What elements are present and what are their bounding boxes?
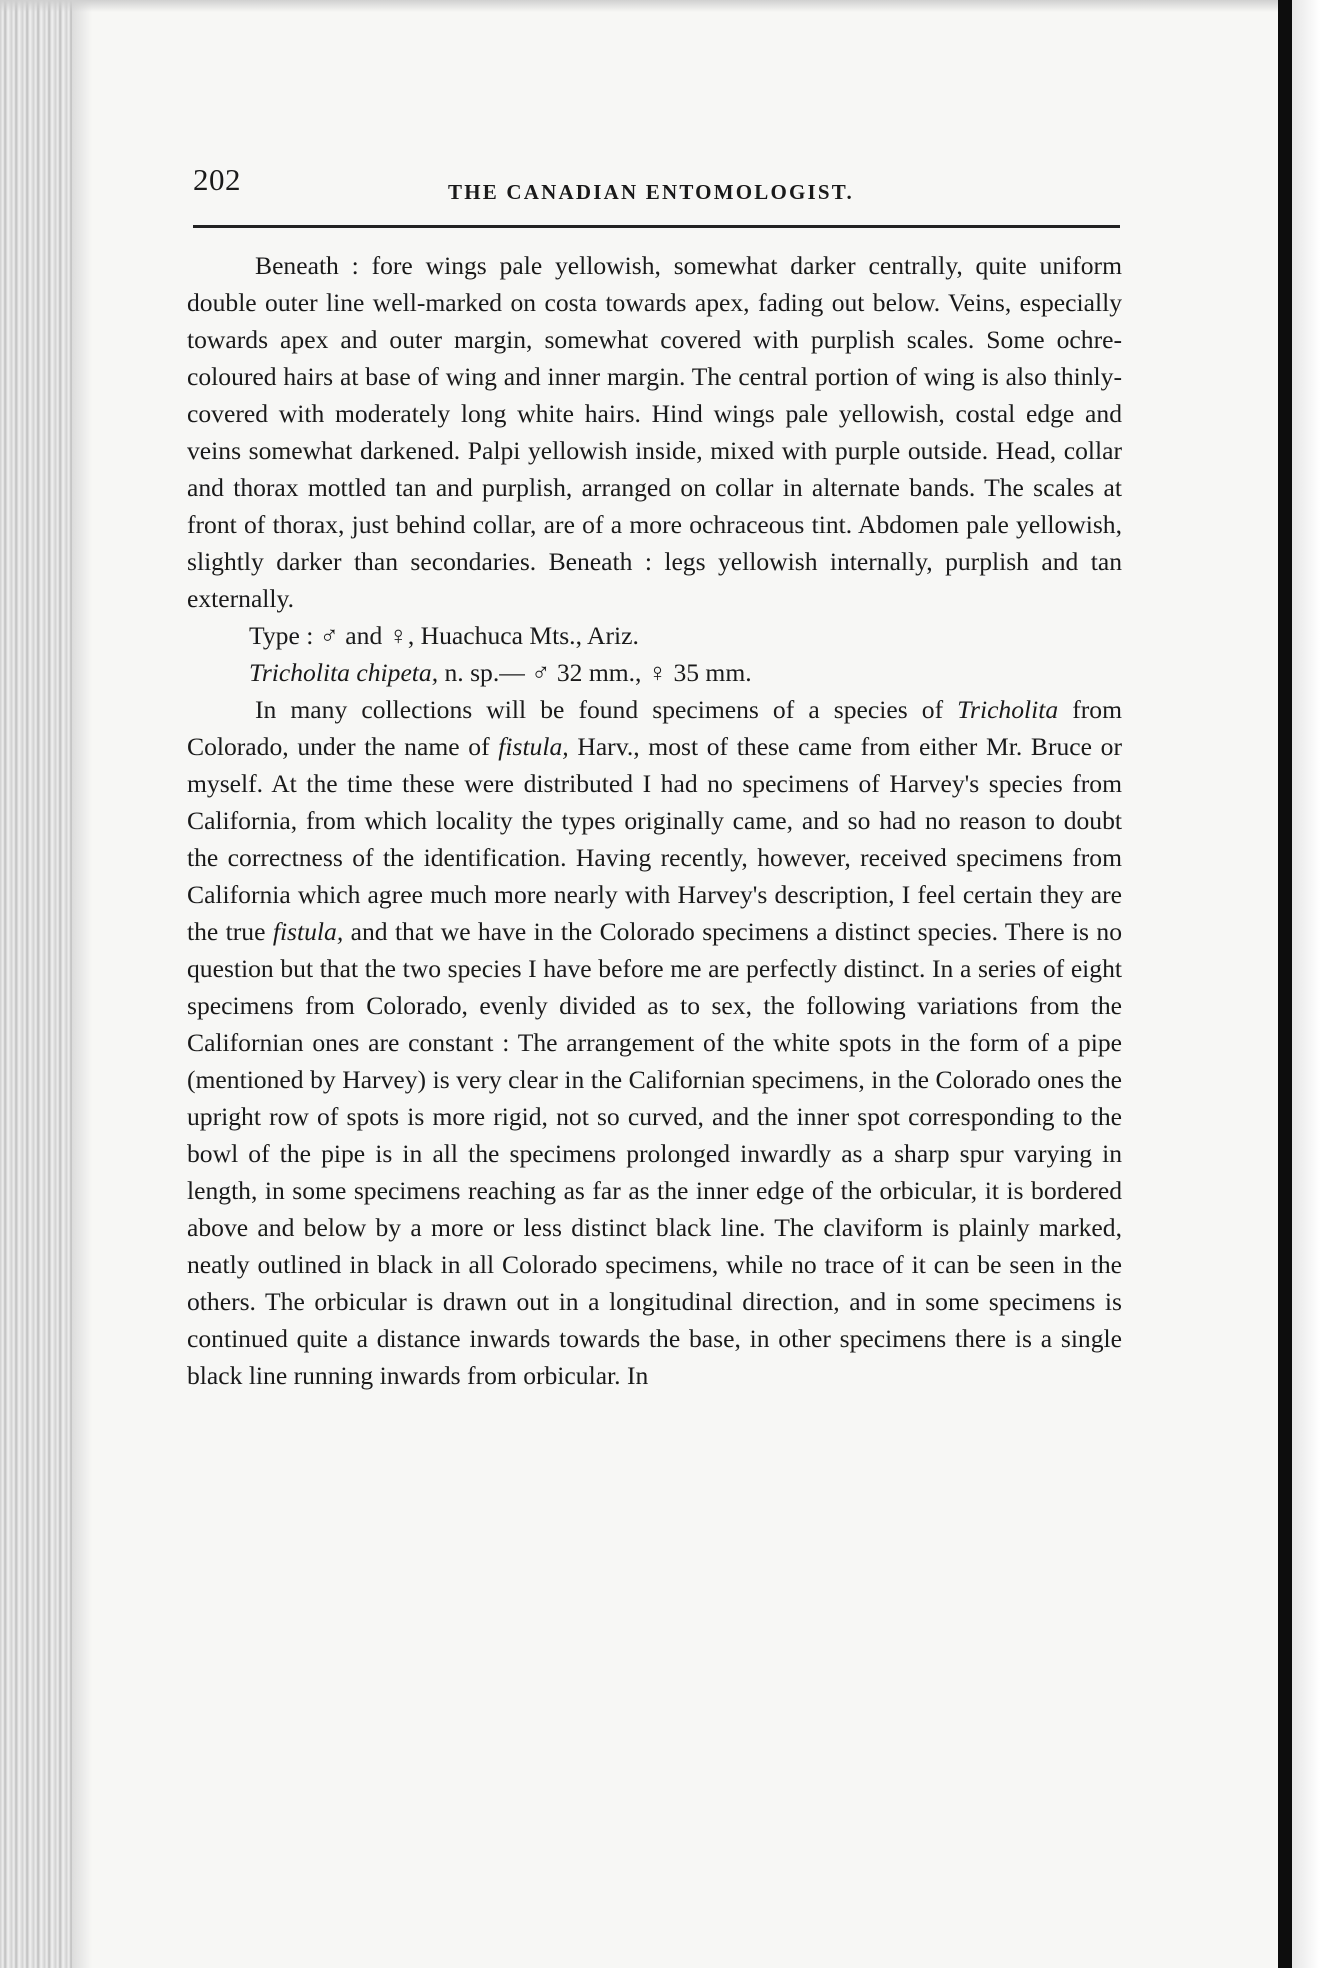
discussion-text-c: Harv., most of these came from either Mr. Bruce or myself. At the time these were distributed I had no specimens of Harvey's species from California, from which locality the types originally came, and so had no reason to doubt the correctness of the identification. Having recently, however, received specimens from California which agree much more nearly with Harvey's description, I feel certain they are the true <box>187 732 1122 946</box>
next-page-edge <box>1292 0 1320 1968</box>
species-heading <box>187 654 1122 691</box>
page-header <box>193 160 1113 210</box>
paragraph-description: Beneath : fore wings pale yellowish, somewhat darker centrally, quite uniform double outer line well-marked on costa towards apex, fading out below. Veins, especially towards apex and outer margin, somewhat covered with purplish scales. Some ochre-coloured hairs at base of wing and inner margin. The central portion of wing is also thinly-covered with moderately long white hairs. Hind wings pale yellowish, costal edge and veins somewhat darkened. Palpi yellowish inside, mixed with purple outside. Head, collar and thorax mottled tan and purplish, arranged on collar in alternate bands. The scales at front of thorax, just behind collar, are of a more ochraceous tint. Abdomen pale yellowish, slightly darker than secondaries. Beneath : legs yellowish internally, purplish and tan externally. <box>187 251 1122 613</box>
running-title: THE CANADIAN ENTOMOLOGIST. <box>448 180 854 204</box>
body-text <box>187 247 1122 1394</box>
species-fistula: fistula, <box>498 732 569 761</box>
header-rule <box>193 225 1120 228</box>
species-fistula-second: fistula, <box>272 917 344 946</box>
species-measurements: n. sp.— ♂ 32 mm., ♀ 35 mm. <box>438 658 752 687</box>
discussion-text-b: from Colorado, under the name of <box>187 695 1122 761</box>
discussion-text-a: In many collections will be found specimens of a species of <box>255 695 958 724</box>
page-number: 202 <box>193 162 241 197</box>
species-name: Tricholita chipeta, <box>249 658 439 687</box>
top-shadow <box>0 0 1292 12</box>
genus-name: Tricholita <box>957 695 1059 724</box>
type-locality-line: Type : ♂ and ♀, Huachuca Mts., Ariz. <box>249 621 639 650</box>
binding-shadow <box>72 0 92 1968</box>
page-edge-border <box>1278 0 1292 1968</box>
paragraph-discussion <box>187 691 1122 1394</box>
page-binding <box>0 0 72 1968</box>
discussion-text-d: and that we have in the Colorado specimens a distinct species. There is no question but that the two species I have before me are perfectly distinct. In a series of eight specimens from Colorado, evenly divided as to sex, the following variations from the Californian ones are constant : The arrangement of the white spots in the form of a pipe (mentioned by Harvey) is very clear in the Californian specimens, in the Colorado ones the upright row of spots is more rigid, not so curved, and the inner spot corresponding to the bowl of the pipe is in all the specimens prolonged inwardly as a sharp spur varying in length, in some specimens reaching as far as the inner edge of the orbicular, it is bordered above and below by a more or less distinct black line. The claviform is plainly marked, neatly outlined in black in all Colorado specimens, while no trace of it can be seen in the others. The orbicular is drawn out in a longitudinal direction, and in some specimens is continued quite a distance inwards towards the base, in other specimens there is a single black line running inwards from orbicular. In <box>187 917 1122 1390</box>
